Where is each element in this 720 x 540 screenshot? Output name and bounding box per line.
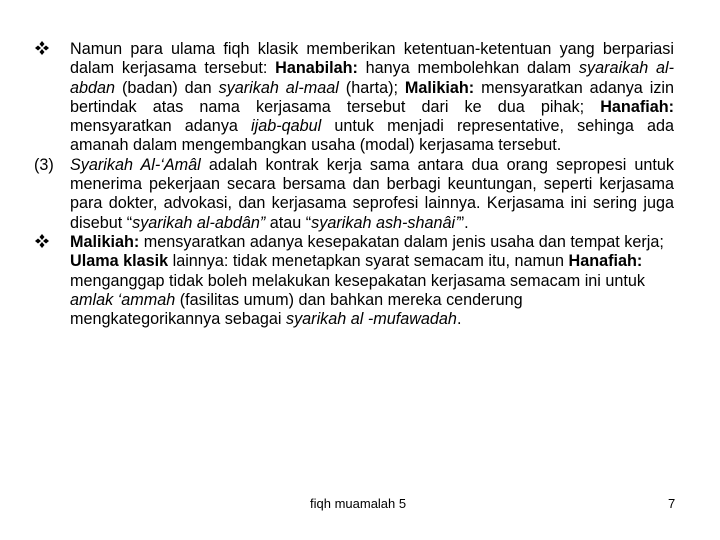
bullet-text: hanya membolehkan dalam [357,59,579,78]
bullet-text: Namun para ulama fiqh klasik memberikan ketentuan-ketentuan yang berpariasi dalam kerjasama tersebut: [70,40,674,78]
bullet-text: (harta); [338,78,405,97]
bullet-item-2 [34,233,674,252]
paragraph-text: (fasilitas umum) dan bahkan mereka cenderung mengkategorikannya sebagai [70,290,523,329]
term-syarikah-al-abdan: syarikah al-abdân” [132,213,266,232]
term-syaraikah-al-abdan: syaraikah al-abdan [70,59,674,97]
term-malikiah: Malikiah: [70,232,140,251]
term-ijab-qabul: ijab-qabul [251,117,322,136]
slide-body [34,40,674,329]
diamond-bullet-icon [34,233,50,254]
term-syarikah-ash-shanai: syarikah ash-shanâi’ [311,213,459,232]
item-text: atau “ [265,213,312,232]
term-malikiah: Malikiah: [404,78,475,97]
term-syarikah-al-amal: Syarikah Al-‘Amâl [70,155,201,174]
bullet-text: mensyaratkan adanya izin bertindak atas nama kerjasama tersebut dari ke dua pihak; [70,78,675,116]
bullet-text: untuk menjadi representative, sehinga ada amanah dalam mengembangkan usaha (modal) kerjasama tersebut. [70,117,674,155]
page-number: 7 [668,496,676,511]
paragraph-text: . [456,310,462,329]
bullet-text: (badan) dan [115,78,219,97]
numbered-item-3 [34,156,674,233]
term-syarikah-al-mufawadah: syarikah al -mufawadah [285,310,457,329]
item-number: (3) [34,155,54,174]
diamond-bullet-icon [34,40,50,61]
term-hanafiah: Hanafiah: [600,97,674,116]
paragraph-ulama-klasik [34,252,674,329]
term-syarikah-al-maal: syarikah al-maal [218,78,339,97]
term-hanabilah: Hanabilah: [275,59,358,78]
footer-label: fiqh muamalah 5 [310,496,407,511]
paragraph-text: lainnya: tidak menetapkan syarat semacam itu, namun [168,252,569,271]
item-text: ”. [458,213,469,232]
bullet-item-1 [34,40,674,156]
bullet-text: mensyaratkan adanya kesepakatan dalam jenis usaha dan tempat kerja; [139,232,664,251]
term-ulama-klasik: Ulama klasik [70,252,169,271]
term-amlak-ammah: amlak ‘ammah [70,290,176,309]
bullet-text: mensyaratkan adanya [70,117,252,136]
item-text: adalah kontrak kerja sama antara dua orang sepropesi untuk menerima pekerjaan secara bersama dan berbagi keuntungan, seperti kerjasama para dokter, advokasi, dan kerjasama seprofesi lainnya. Kerjasama ini sering juga disebut “ [70,155,674,232]
term-hanafiah: Hanafiah: [568,252,643,271]
paragraph-text: menganggap tidak boleh melakukan kesepakatan kerjasama semacam ini untuk [70,271,645,290]
